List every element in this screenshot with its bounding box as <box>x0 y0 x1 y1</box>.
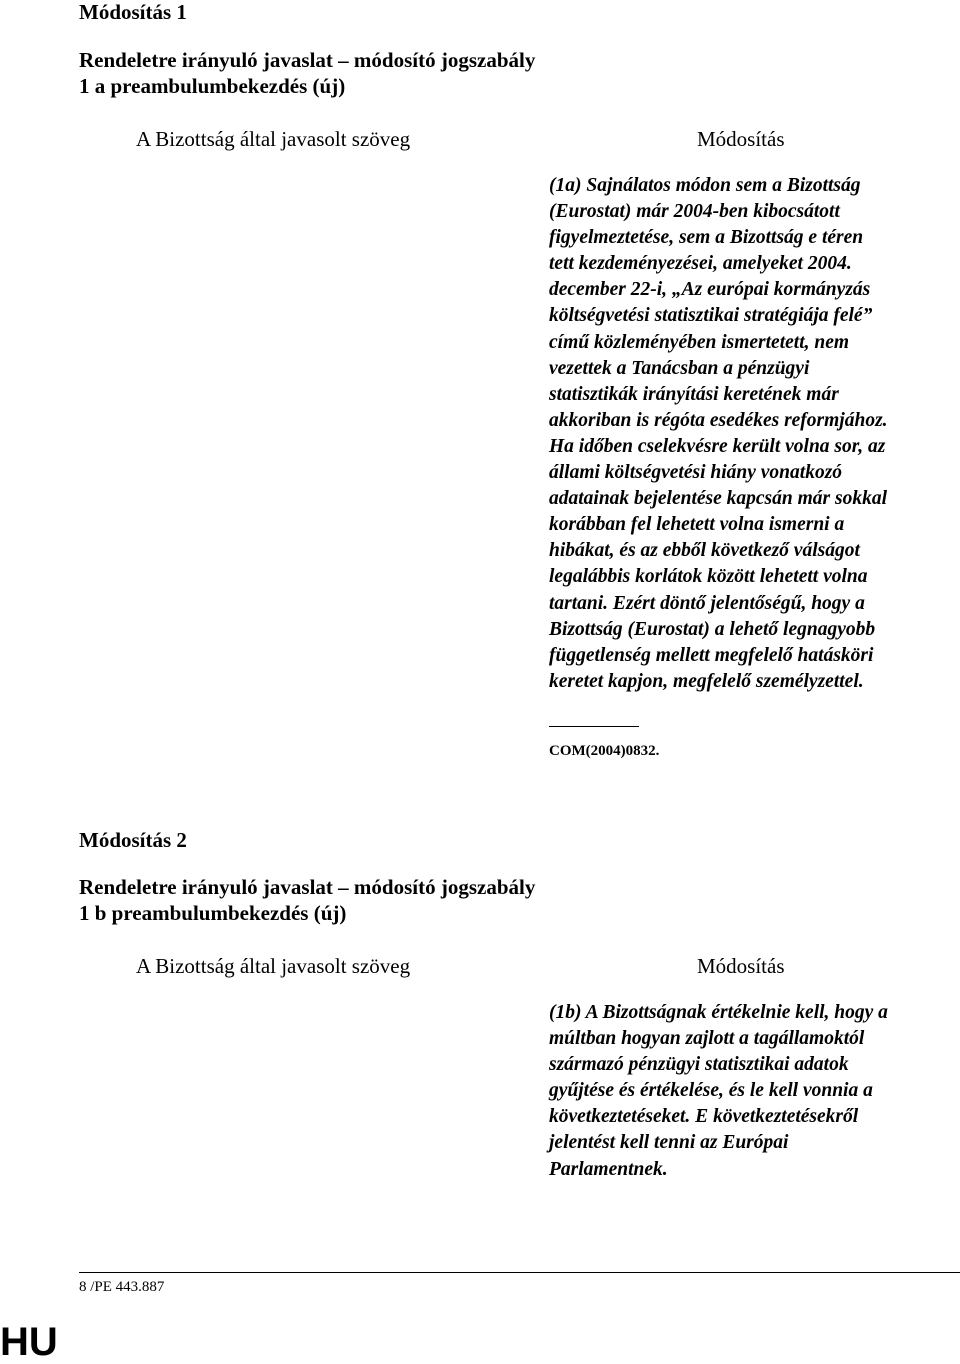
amendment-text-line: keretet kapjon, megfelelő személyzettel. <box>549 670 864 692</box>
amendment-text-line: tartani. Ezért döntő jelentőségű, hogy a <box>549 592 865 614</box>
amendment-text-line: korábban fel lehetett volna ismerni a <box>549 514 845 536</box>
amendment-1-column-left-header: A Bizottság által javasolt szöveg <box>136 127 411 151</box>
amendment-text-line: legalábbis korlátok között lehetett volna <box>549 566 868 588</box>
amendment-text-line: december 22-i, „Az európai kormányzás <box>549 279 871 301</box>
amendment-text-line: hibákat, és az ebből következő válságot <box>549 540 860 562</box>
amendment-1-heading-line2: 1 a preambulumbekezdés (új) <box>79 74 346 98</box>
amendment-text-line: statisztikák irányítási keretének már <box>549 383 839 405</box>
amendment-text-line: vezettek a Tanácsban a pénzügyi <box>549 357 810 379</box>
amendment-text-line: (1a) Sajnálatos módon sem a Bizottság <box>549 175 861 196</box>
amendment-text-line: költségvetési statisztikai stratégiája felé” <box>549 305 873 327</box>
amendment-text-line: Bizottság (Eurostat) a lehető legnagyobb <box>549 618 876 640</box>
amendment-text-line: múltban hogyan zajlott a tagállamoktól <box>549 1028 865 1050</box>
amendment-1-column-right-header: Módosítás <box>697 127 785 151</box>
amendment-text-line: következtetéseket. E következtetésekről <box>549 1106 859 1128</box>
footnote-separator <box>549 726 639 727</box>
amendment-text-line: figyelmeztetése, sem a Bizottság e téren <box>549 227 864 249</box>
amendment-text-line: című közleményében ismertetett, nem <box>549 331 850 353</box>
amendment-2-column-left-header: A Bizottság által javasolt szöveg <box>136 954 411 978</box>
page-reference: 8 /PE 443.887 <box>79 1279 165 1295</box>
footnote-text: COM(2004)0832. <box>549 743 660 759</box>
amendment-1-text <box>549 173 954 695</box>
amendment-2-text <box>549 1000 954 1183</box>
footer-separator <box>79 1272 960 1273</box>
amendment-text-line: adatainak bejelentése kapcsán már sokkal <box>549 488 887 510</box>
amendment-2-heading-line2: 1 b preambulumbekezdés (új) <box>79 901 347 925</box>
amendment-2-title: Módosítás 2 <box>79 828 187 852</box>
amendment-text-line: tett kezdeményezései, amelyeket 2004. <box>549 253 852 275</box>
amendment-1-heading-line1: Rendeletre irányuló javaslat – módosító jogszabály <box>79 48 536 72</box>
language-code: HU <box>0 1320 58 1364</box>
amendment-text-line: (Eurostat) már 2004-ben kibocsátott <box>549 201 840 223</box>
amendment-text-line: származó pénzügyi statisztikai adatok <box>549 1054 849 1076</box>
amendment-text-line: akkoriban is régóta esedékes reformjához. <box>549 409 888 431</box>
amendment-text-line: Ha időben cselekvésre került volna sor, az <box>549 435 886 457</box>
amendment-2-heading-line1: Rendeletre irányuló javaslat – módosító jogszabály <box>79 875 536 899</box>
amendment-text-line: Parlamentnek. <box>549 1158 668 1180</box>
amendment-text-line: állami költségvetési hiány vonatkozó <box>549 462 843 484</box>
amendment-text-line: gyűjtése és értékelése, és le kell vonnia a <box>549 1080 873 1102</box>
amendment-2-column-right-header: Módosítás <box>697 954 785 978</box>
amendment-1-title: Módosítás 1 <box>79 0 187 24</box>
amendment-text-line: függetlenség mellett megfelelő hatásköri <box>549 644 874 666</box>
amendment-text-line: (1b) A Bizottságnak értékelnie kell, hogy a <box>549 1002 888 1023</box>
amendment-text-line: jelentést kell tenni az Európai <box>549 1132 789 1154</box>
